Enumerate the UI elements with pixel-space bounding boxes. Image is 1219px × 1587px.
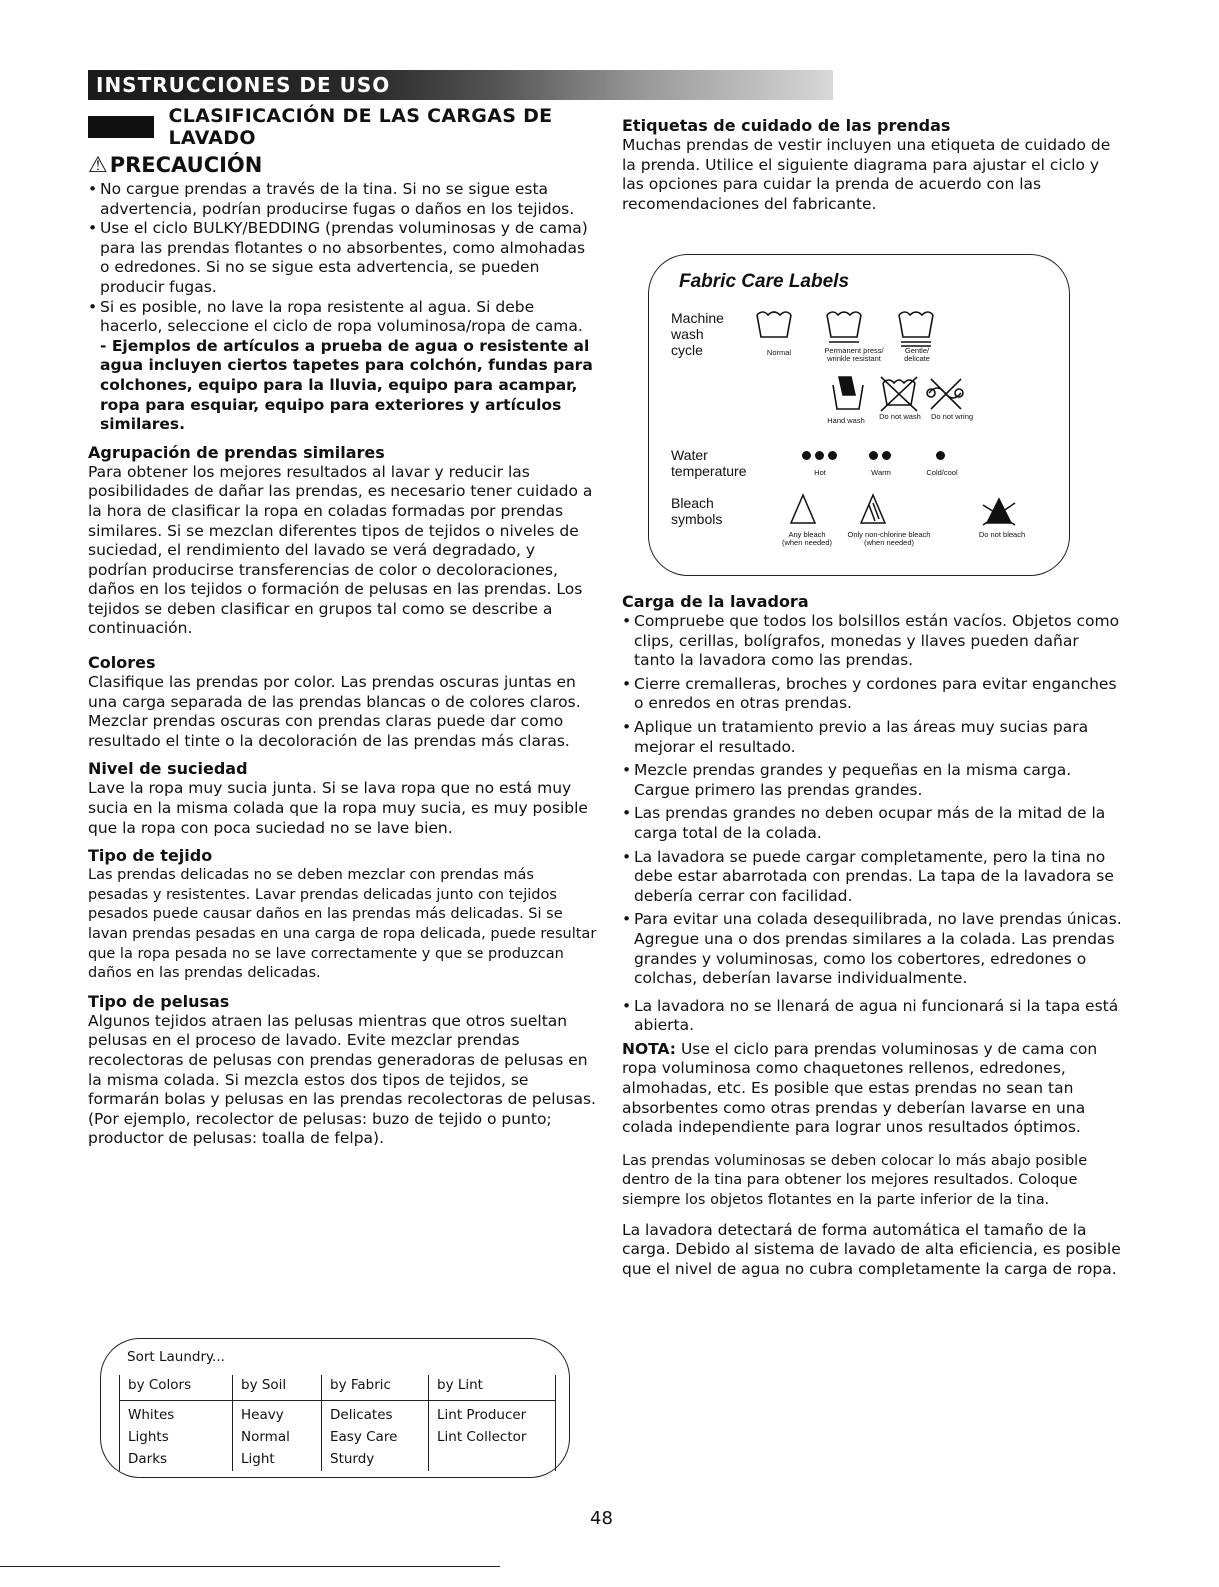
water-temp-label <box>671 447 746 479</box>
loading-item: • Mezcle prendas grandes y pequeñas en la misma carga. Cargue primero las prendas grandes. <box>622 761 1122 800</box>
label-line: delicate <box>904 354 930 363</box>
lint-heading: Tipo de pelusas <box>88 991 230 1011</box>
table-header: by Soil <box>233 1375 322 1401</box>
section-title: CLASIFICACIÓN DE LAS CARGAS DE LAVADO <box>168 105 553 149</box>
table-header: by Fabric <box>322 1375 429 1401</box>
label-line: Water <box>671 447 708 463</box>
warm-label: Warm <box>871 468 891 477</box>
note-text: Use el ciclo para prendas voluminosas y de cama con ropa voluminosa como chaquetones rellenos, edredones, almohadas, etc. Es posible que estas prendas no sean tan absorbentes como otras prendas y deberían lavarse en una colada independiente para lograr unos resultados óptimos. <box>622 1039 1098 1137</box>
table-header: by Colors <box>120 1375 233 1401</box>
fcl-title: Fabric Care Labels <box>679 271 850 292</box>
loading-heading: Carga de la lavadora <box>622 592 809 611</box>
label-line: Any bleach <box>788 530 826 539</box>
any-bleach-icon <box>791 495 815 523</box>
label-line: Bleach <box>671 495 714 511</box>
do-not-bleach-label: Do not bleach <box>978 530 1026 539</box>
non-chlorine-label <box>839 531 939 547</box>
caution-title: PRECAUCIÓN <box>109 153 263 177</box>
bleach-label <box>671 495 722 527</box>
label-line: wrinkle resistant <box>827 354 881 363</box>
gentle-label <box>897 347 937 363</box>
section-heading <box>88 105 598 149</box>
care-labels-heading: Etiquetas de cuidado de las prendas <box>622 116 951 135</box>
banner-title: INSTRUCCIONES DE USO <box>96 73 391 97</box>
section-bar <box>88 116 154 138</box>
label-line: Only non-chlorine bleach <box>847 530 931 539</box>
loading-item: • Cierre cremalleras, broches y cordones para evitar enganches o enredos en otras prendas. <box>622 675 1122 714</box>
label-line: Gentle/ <box>904 346 930 355</box>
lint-text: Algunos tejidos atraen las pelusas mientras que otros sueltan pelusas en el proceso de lavado. Evite mezclar prendas recolectoras de pelusas con prendas generadoras de pelusas en la misma colada. Si mezcla estos dos tipos de tejidos, se formarán bolas y pelusas en las prendas recolectoras de pelusas. (Por ejemplo, recolector de pelusas: buzo de tejido o punto; productor de pelusas: toalla de felpa). <box>88 1011 596 1148</box>
care-labels-text: Muchas prendas de vestir incluyen una etiqueta de cuidado de la prenda. Utilice el siguiente diagrama para ajustar el ciclo y las opciones para cuidar la prenda de acuerdo con las recomendaciones del fabricante. <box>622 136 1111 213</box>
loading-list <box>622 612 1122 1036</box>
sort-table <box>119 1375 556 1471</box>
perm-press-label <box>814 347 894 363</box>
table-cell: Normal <box>233 1427 322 1449</box>
machine-wash-label <box>671 310 724 358</box>
caution-heading <box>88 152 598 178</box>
bottom-divider <box>0 1566 500 1567</box>
left-column <box>88 105 598 1149</box>
loading-item: • Las prendas grandes no deben ocupar más de la mitad de la carga total de la colada. <box>622 804 1122 843</box>
cold-dot-icon <box>936 451 945 460</box>
loading-item: • La lavadora se puede cargar completamente, pero la tina no debe estar abarrotada con prendas. La tapa de la lavadora se debería cerrar con facilidad. <box>622 848 1122 907</box>
non-chlorine-bleach-icon <box>861 495 885 523</box>
sort-box-title: Sort Laundry... <box>127 1349 225 1365</box>
label-line: cycle <box>671 342 703 358</box>
warm-dot-icon <box>869 451 878 460</box>
cold-label: Cold/cool <box>926 468 958 477</box>
table-cell: Lights <box>120 1427 233 1449</box>
label-line: wash <box>671 326 704 342</box>
table-cell: Sturdy <box>322 1449 429 1471</box>
caution-item: • Use el ciclo BULKY/BEDDING (prendas voluminosas y de cama) para las prendas flotantes o no absorbentes, como almohadas o edredones. Si no se sigue esta advertencia, se pueden producir fugas. <box>88 219 598 297</box>
loading-section <box>622 592 1122 1279</box>
do-not-wring-label: Do not wring <box>930 412 974 421</box>
table-row <box>120 1449 556 1471</box>
warning-icon: ⚠ <box>88 152 108 178</box>
right-column <box>622 116 1122 214</box>
sort-laundry-box <box>100 1338 570 1478</box>
normal-wash-icon <box>757 312 791 337</box>
caution-item: • Si es posible, no lave la ropa resistente al agua. Si debe hacerlo, seleccione el ciclo de ropa voluminosa/ropa de cama. <box>88 298 598 337</box>
table-cell: Whites <box>120 1401 233 1428</box>
label-line: temperature <box>671 463 747 479</box>
soil-text: Lave la ropa muy sucia junta. Si se lava ropa que no está muy sucia en la misma colada que la ropa muy sucia, es muy posible que la ropa con poca suciedad no se lave bien. <box>88 779 588 837</box>
hand-wash-icon <box>833 377 863 409</box>
table-header: by Lint <box>429 1375 556 1401</box>
loading-item: • Aplique un tratamiento previo a las áreas muy sucias para mejorar el resultado. <box>622 718 1122 757</box>
table-cell: Darks <box>120 1449 233 1471</box>
hand-wash-label: Hand wash <box>827 416 865 425</box>
table-header-row <box>120 1375 556 1401</box>
label-line: (when needed) <box>781 538 833 547</box>
grouping-text: Para obtener los mejores resultados al lavar y reducir las posibilidades de dañar las prendas, es necesario tener cuidado a la hora de clasificar la ropa en coladas formadas por prendas similares. Si se mezclan diferentes tipos de tejidos o niveles de suciedad, el rendimiento del lavado se verá degradado, y podrían producirse transferencias de color o decoloraciones, daños en los tejidos o formación de pelusas en las prendas. Los tejidos se deben clasificar en grupos tal como se describe a continuación. <box>88 462 593 638</box>
table-row <box>120 1401 556 1428</box>
label-line: Permanent press/ <box>824 346 884 355</box>
table-cell: Heavy <box>233 1401 322 1428</box>
table-row <box>120 1427 556 1449</box>
fabric-care-labels-box <box>648 254 1070 576</box>
do-not-wring-icon <box>927 379 963 409</box>
loading-item: • Para evitar una colada desequilibrada, no lave prendas únicas. Agregue una o dos prendas similares a la colada. Las prendas grandes y voluminosas, como los cobertores, edredones o colchas, deberían lavarse individualmente. <box>622 910 1122 988</box>
bleach-icons <box>789 491 1039 531</box>
caution-item: • No cargue prendas a través de la tina. Si no se sigue esta advertencia, podrían producirse fugas o daños en los tejidos. <box>88 180 598 219</box>
any-bleach-label <box>777 531 837 547</box>
table-cell: Lint Collector <box>429 1427 556 1449</box>
do-not-wash-label: Do not wash <box>879 412 921 421</box>
normal-label: Normal <box>766 348 792 357</box>
fabric-text: Las prendas delicadas no se deben mezclar con prendas más pesadas y resistentes. Lavar prendas delicadas junto con tejidos pesados puede causar daños en las prendas más delicadas. Si se lavan prendas pesadas en una carga de ropa delicada, puede resultar que la ropa pesada no se lave correctamente y que se produzcan daños en las prendas delicadas. <box>88 867 597 982</box>
table-cell <box>429 1449 556 1471</box>
hot-label: Hot <box>814 468 826 477</box>
gentle-wash-icon <box>899 312 933 346</box>
soil-heading: Nivel de suciedad <box>88 759 248 779</box>
colors-text: Clasifique las prendas por color. Las prendas oscuras juntas en una carga separada de las prendas blancas o de colores claros. Mezclar prendas oscuras con prendas claras puede dar como resultado el tinte o la decoloración de las prendas más claras. <box>88 673 581 750</box>
permanent-press-icon <box>827 312 861 342</box>
table-cell: Lint Producer <box>429 1401 556 1428</box>
loading-item: • Compruebe que todos los bolsillos están vacíos. Objetos como clips, cerillas, bolígrafos, monedas y llaves pueden dañar tanto la lavadora como las prendas. <box>622 612 1122 671</box>
note-label: NOTA: <box>622 1039 677 1058</box>
label-line: Machine <box>671 310 724 326</box>
fabric-heading: Tipo de tejido <box>88 846 213 866</box>
warm-dot-icon <box>882 451 891 460</box>
hot-dot-icon <box>815 451 824 460</box>
caution-list <box>88 180 598 337</box>
page-number: 48 <box>590 1508 613 1529</box>
grouping-heading: Agrupación de prendas similares <box>88 442 385 462</box>
note-paragraph <box>622 1040 1122 1138</box>
table-cell: Easy Care <box>322 1427 429 1449</box>
table-cell: Delicates <box>322 1401 429 1428</box>
hot-dot-icon <box>802 451 811 460</box>
bulky-paragraph: Las prendas voluminosas se deben colocar lo más abajo posible dentro de la tina para obtener los mejores resultados. Coloque siempre los objetos flotantes en la parte inferior de la tina. <box>622 1152 1088 1209</box>
header-banner <box>88 70 833 100</box>
hot-dot-icon <box>828 451 837 460</box>
caution-examples: - Ejemplos de artículos a prueba de agua o resistente al agua incluyen ciertos tapetes para colchón, fundas para colchones, equipo para la lluvia, equipo para acampar, ropa para esquiar, equipo para exteriores y artículos similares. <box>100 336 593 434</box>
auto-size-paragraph: La lavadora detectará de forma automática el tamaño de la carga. Debido al sistema de lavado de alta eficiencia, es posible que el nivel de agua no cubra completamente la carga de ropa. <box>622 1220 1121 1278</box>
label-line: symbols <box>671 511 723 527</box>
table-cell: Light <box>233 1449 322 1471</box>
label-line: (when needed) <box>863 538 915 547</box>
loading-item: • La lavadora no se llenará de agua ni funcionará si la tapa está abierta. <box>622 997 1122 1036</box>
do-not-wash-icon <box>881 377 917 411</box>
do-not-bleach-icon <box>983 499 1015 525</box>
colors-heading: Colores <box>88 653 156 673</box>
